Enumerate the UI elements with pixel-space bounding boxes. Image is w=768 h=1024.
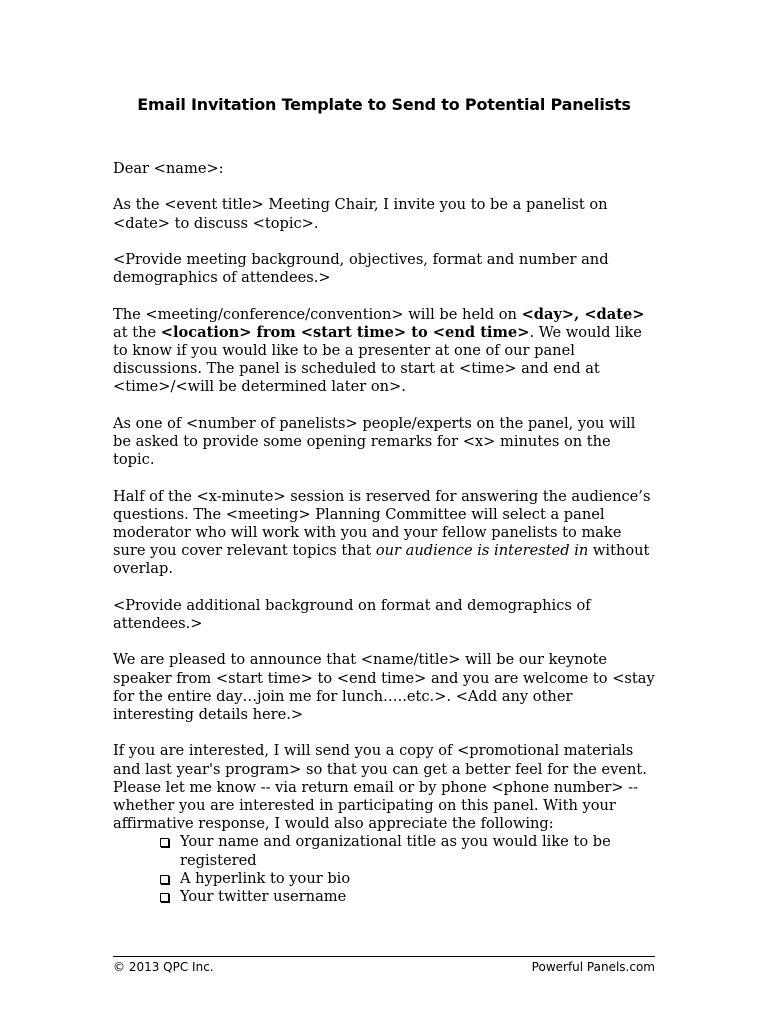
checkbox-bullet-icon	[160, 875, 169, 884]
schedule-text-a: The <meeting/conference/convention> will be held on	[113, 305, 522, 323]
schedule-location-time: <location> from <start time> to <end time>	[160, 323, 530, 341]
paragraph-keynote: We are pleased to announce that <name/title> will be our keynote speaker from <start time> to <end time> and you are welcome to <stay for the entire day…join me for lunch…..etc.>. <Add any other interesting details here.>	[113, 651, 655, 723]
paragraph-schedule	[113, 306, 655, 397]
paragraph-panelists: As one of <number of panelists> people/experts on the panel, you will be asked to provide some opening remarks for <x> minutes on the topic.	[113, 414, 636, 469]
footer-divider	[113, 956, 655, 957]
session-text-a: Half of the <x-minute> session is reserved for answering the audience’s questions. The <meeting> Planning Committee will select a panel moderator who will work with you and your fellow panelists to make sure you cover relevant topics that	[113, 487, 651, 560]
request-list	[113, 833, 655, 906]
document-title: Email Invitation Template to Send to Potential Panelists	[137, 95, 631, 114]
footer-copyright: © 2013 QPC Inc.	[113, 960, 214, 974]
greeting: Dear <name>:	[113, 160, 224, 177]
checkbox-bullet-icon	[160, 893, 169, 902]
list-item: Your name and organizational title as you would like to be registered	[160, 833, 655, 869]
schedule-day-date: <day>, <date>	[521, 305, 645, 323]
paragraph-background: <Provide meeting background, objectives, format and number and demographics of attendees.>	[113, 250, 609, 287]
footer-site: Powerful Panels.com	[531, 960, 655, 974]
list-item: A hyperlink to your bio	[160, 870, 655, 888]
paragraph-additional: <Provide additional background on format and demographics of attendees.>	[113, 596, 591, 632]
paragraph-session	[113, 488, 655, 579]
paragraph-interest: If you are interested, I will send you a copy of <promotional materials and last year's program> so that you can get a better feel for the event. Please let me know -- via return email or by phone <phone number> -- whether you are interested in participating on this panel. With your affirmative response, I would also appreciate the following:	[113, 742, 647, 833]
session-text-c: without overlap.	[113, 542, 650, 578]
list-item: Your twitter username	[160, 888, 655, 906]
footer	[113, 960, 655, 974]
document-body	[113, 160, 655, 906]
schedule-text-c: at the	[113, 323, 161, 341]
session-italic: our audience is interested in	[375, 542, 589, 560]
schedule-text-e: . We would like to know if you would like to be a presenter at one of our panel discussions. The panel is scheduled to start at <time> and end at <time>/<will be determined later on>.	[113, 323, 642, 396]
checkbox-bullet-icon	[160, 838, 169, 847]
paragraph-invitation: As the <event title> Meeting Chair, I invite you to be a panelist on <date> to discuss <topic>.	[113, 196, 608, 232]
